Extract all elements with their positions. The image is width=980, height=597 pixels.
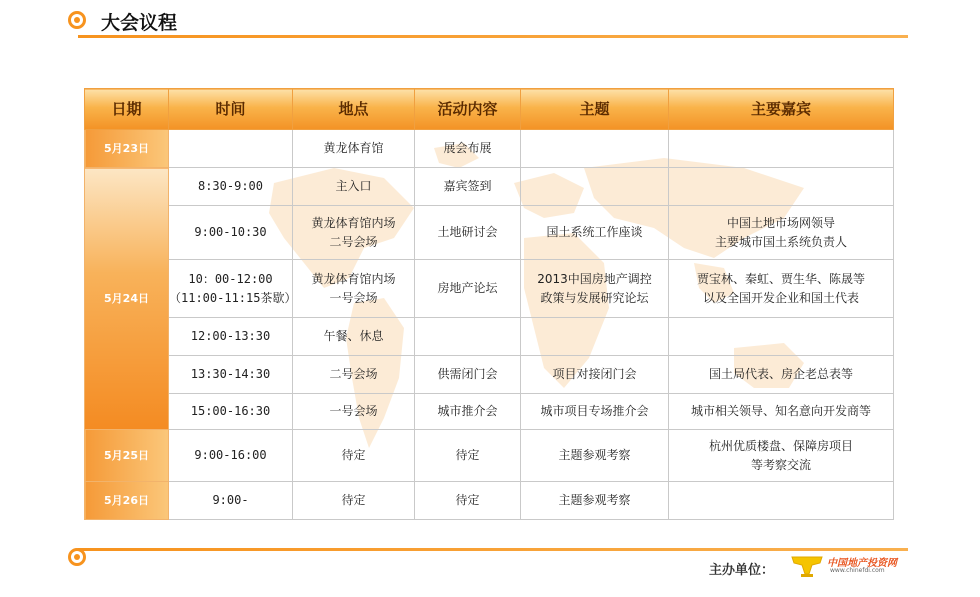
guests-cell: 贾宝林、秦虹、贾生华、陈晟等 以及全国开发企业和国土代表 [669,260,894,318]
activity-cell: 房地产论坛 [415,260,521,318]
time-cell: 9:00-10:30 [169,206,293,260]
column-header: 时间 [169,89,293,130]
topic-cell [521,168,669,206]
header-rule [78,35,908,38]
column-header: 活动内容 [415,89,521,130]
guests-cell [669,168,894,206]
place-cell: 一号会场 [293,394,415,430]
date-cell: 5月24日 [85,168,169,430]
table-row [85,394,894,430]
time-cell: 15:00-16:30 [169,394,293,430]
topic-cell: 项目对接闭门会 [521,356,669,394]
footer-bullet-icon [68,548,86,566]
footer-rule [78,548,908,551]
column-header: 日期 [85,89,169,130]
date-cell: 5月26日 [85,482,169,520]
activity-cell: 待定 [415,482,521,520]
guests-cell: 中国土地市场网领导 主要城市国土系统负责人 [669,206,894,260]
activity-cell: 供需闭门会 [415,356,521,394]
column-header: 主要嘉宾 [669,89,894,130]
guests-cell [669,130,894,168]
organizer-logo-icon [790,554,824,578]
column-header: 主题 [521,89,669,130]
header-bullet-icon [68,11,86,29]
place-cell: 黄龙体育馆 [293,130,415,168]
place-cell: 黄龙体育馆内场 一号会场 [293,260,415,318]
column-header: 地点 [293,89,415,130]
table-row [85,168,894,206]
topic-cell: 国土系统工作座谈 [521,206,669,260]
table-row [85,482,894,520]
activity-cell: 嘉宾签到 [415,168,521,206]
place-cell: 主入口 [293,168,415,206]
table-row [85,318,894,356]
organizer-label: 主办单位： [709,563,775,578]
place-cell: 午餐、休息 [293,318,415,356]
table-row [85,356,894,394]
activity-cell: 土地研讨会 [415,206,521,260]
place-cell: 二号会场 [293,356,415,394]
organizer-logo [790,553,906,579]
agenda-table [84,88,894,520]
table-row [85,206,894,260]
table-row [85,430,894,482]
guests-cell [669,318,894,356]
place-cell: 待定 [293,430,415,482]
activity-cell [415,318,521,356]
activity-cell: 展会布展 [415,130,521,168]
time-cell: 8:30-9:00 [169,168,293,206]
topic-cell: 主题参观考察 [521,482,669,520]
activity-cell: 待定 [415,430,521,482]
activity-cell: 城市推介会 [415,394,521,430]
time-cell: 10：00-12:00 （11:00-11:15茶歇） [169,260,293,318]
guests-cell: 杭州优质楼盘、保障房项目 等考察交流 [669,430,894,482]
page-title: 大会议程 [101,12,178,34]
time-cell: 9:00-16:00 [169,430,293,482]
table-row [85,260,894,318]
topic-cell [521,318,669,356]
time-cell [169,130,293,168]
time-cell: 13:30-14:30 [169,356,293,394]
table-row [85,130,894,168]
guests-cell: 城市相关领导、知名意向开发商等 [669,394,894,430]
logo-text-cn: 中国地产投资网 [827,558,897,569]
topic-cell: 主题参观考察 [521,430,669,482]
date-cell: 5月25日 [85,430,169,482]
logo-text-en: www.chinefdi.com [830,567,885,574]
topic-cell: 城市项目专场推介会 [521,394,669,430]
topic-cell: 2013中国房地产调控 政策与发展研究论坛 [521,260,669,318]
place-cell: 黄龙体育馆内场 二号会场 [293,206,415,260]
time-cell: 12:00-13:30 [169,318,293,356]
table-header-row [85,89,894,130]
date-cell: 5月23日 [85,130,169,168]
guests-cell [669,482,894,520]
place-cell: 待定 [293,482,415,520]
guests-cell: 国土局代表、房企老总表等 [669,356,894,394]
time-cell: 9:00- [169,482,293,520]
topic-cell [521,130,669,168]
